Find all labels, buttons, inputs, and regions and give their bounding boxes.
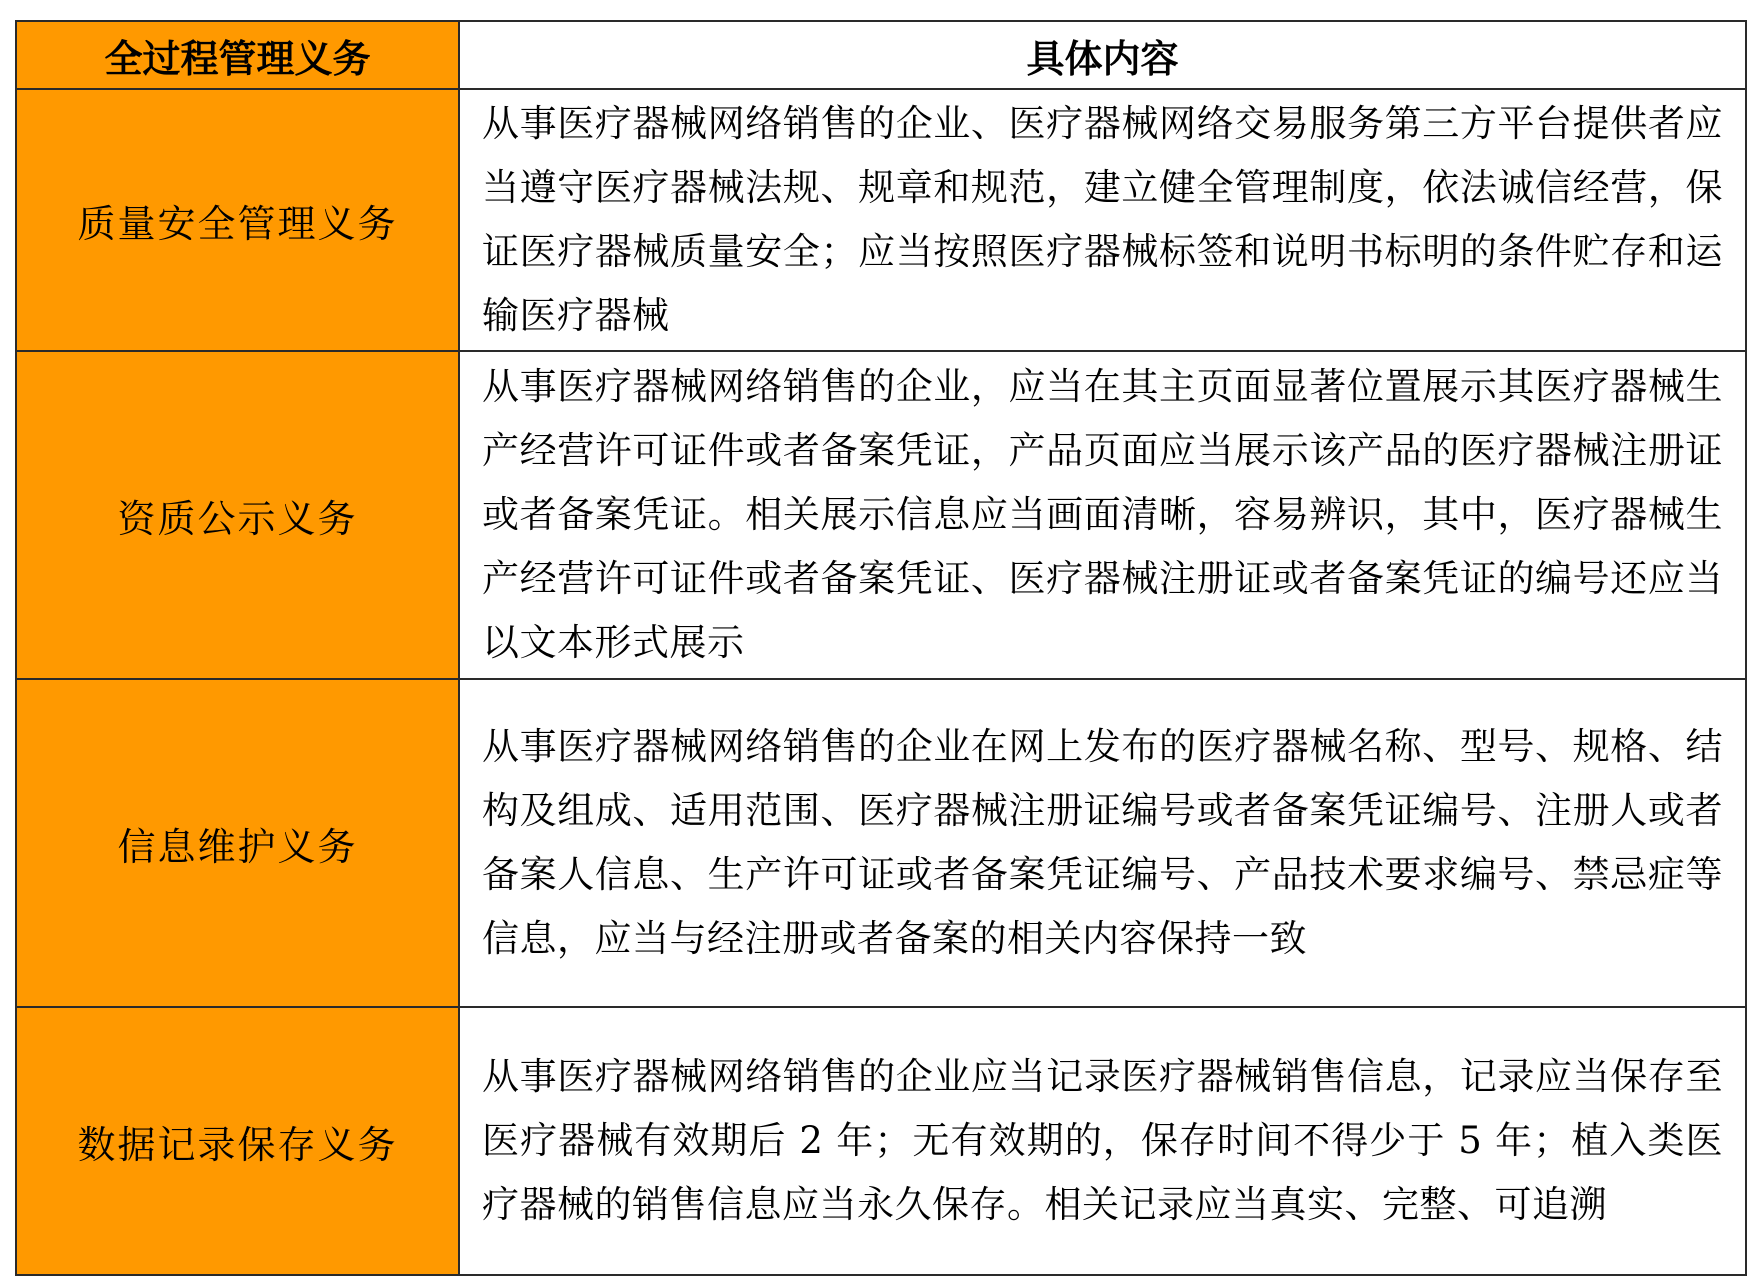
table-row: [16, 1007, 1746, 1275]
table-row: [16, 351, 1746, 679]
duty-cell: 资质公示义务: [16, 351, 459, 679]
header-duty: 全过程管理义务: [16, 21, 459, 89]
duty-cell: 质量安全管理义务: [16, 89, 459, 351]
table-row: [16, 89, 1746, 351]
content-cell: 从事医疗器械网络销售的企业在网上发布的医疗器械名称、型号、规格、结构及组成、适用范围、医疗器械注册证编号或者备案凭证编号、注册人或者备案人信息、生产许可证或者备案凭证编号、产品技术要求编号、禁忌症等信息，应当与经注册或者备案的相关内容保持一致: [459, 679, 1746, 1007]
duty-cell: 信息维护义务: [16, 679, 459, 1007]
content-cell: 从事医疗器械网络销售的企业，应当在其主页面显著位置展示其医疗器械生产经营许可证件或者备案凭证，产品页面应当展示该产品的医疗器械注册证或者备案凭证。相关展示信息应当画面清晰，容易辨识，其中，医疗器械生产经营许可证件或者备案凭证、医疗器械注册证或者备案凭证的编号还应当以文本形式展示: [459, 351, 1746, 679]
content-cell: 从事医疗器械网络销售的企业、医疗器械网络交易服务第三方平台提供者应当遵守医疗器械法规、规章和规范，建立健全管理制度，依法诚信经营，保证医疗器械质量安全；应当按照医疗器械标签和说明书标明的条件贮存和运输医疗器械: [459, 89, 1746, 351]
obligations-table: [15, 20, 1747, 1276]
table-header-row: [16, 21, 1746, 89]
duty-cell: 数据记录保存义务: [16, 1007, 459, 1275]
table-row: [16, 679, 1746, 1007]
obligations-table-container: [15, 20, 1745, 1274]
header-content: 具体内容: [459, 21, 1746, 89]
content-cell: 从事医疗器械网络销售的企业应当记录医疗器械销售信息，记录应当保存至医疗器械有效期后 2 年；无有效期的，保存时间不得少于 5 年；植入类医疗器械的销售信息应当永久保存。相关记录应当真实、完整、可追溯: [459, 1007, 1746, 1275]
